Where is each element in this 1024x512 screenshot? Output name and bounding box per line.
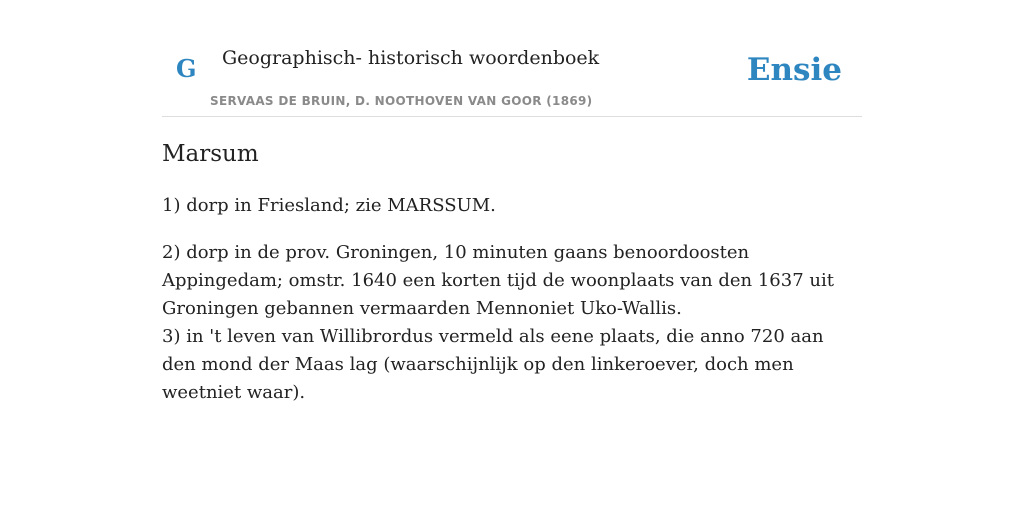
ensie-logo-link[interactable]: Ensie — [746, 52, 842, 88]
book-title[interactable]: Geographisch- historisch woordenboek — [222, 47, 600, 69]
entry-paragraph: 1) dorp in Friesland; zie MARSSUM. — [162, 195, 496, 216]
entry-title: Marsum — [162, 141, 259, 167]
book-header — [162, 0, 862, 117]
book-authors: SERVAAS DE BRUIN, D. NOOTHOVEN VAN GOOR (1869) — [210, 94, 593, 108]
book-letter-icon[interactable]: G — [176, 54, 197, 83]
entry-content — [162, 136, 862, 407]
entry-paragraph: 2) dorp in de prov. Groningen, 10 minuten gaans benoordoosten Appingedam; omstr. 1640 een korten tijd de woonplaats van den 1637 uit Groningen gebannen vermaarden Mennoniet Uko-Wallis. — [162, 242, 834, 319]
entry-paragraph: 3) in 't leven van Willibrordus vermeld als eene plaats, die anno 720 aan den mond der Maas lag (waarschijnlijk op den linkeroever, doch men weetniet waar). — [162, 326, 824, 403]
